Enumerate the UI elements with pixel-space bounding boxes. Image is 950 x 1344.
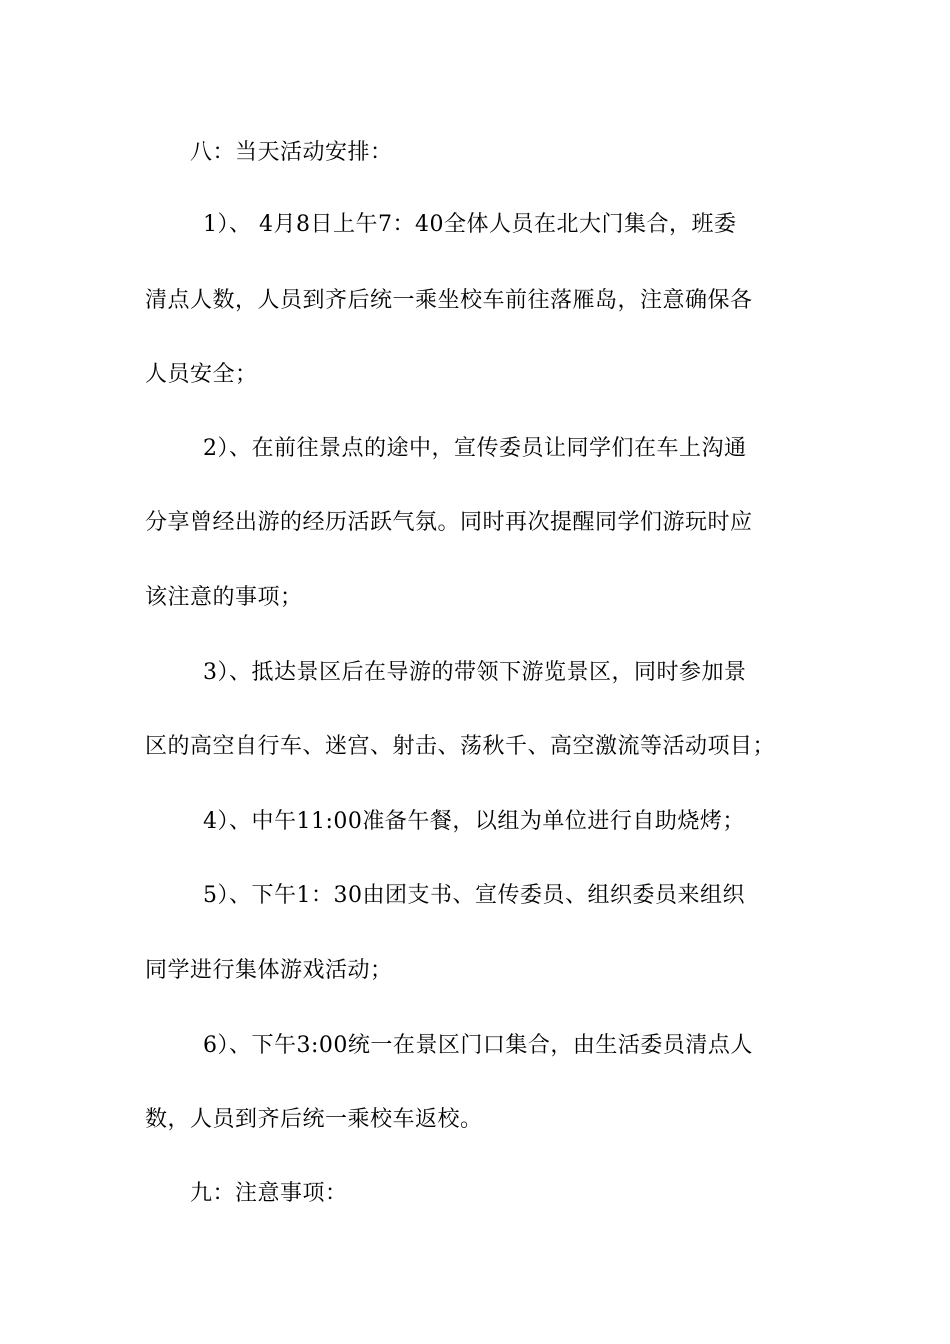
item-4-line-1: 4）、中午11:00准备午餐，以组为单位进行自助烧烤；	[203, 809, 745, 834]
item-3-line-1: 3）、抵达景区后在导游的带领下游览景区，同时参加景	[203, 660, 747, 685]
item-1-line-3: 人员安全；	[145, 362, 258, 387]
item-1-line-2: 清点人数，人员到齐后统一乘坐校车前往落雁岛，注意确保各	[145, 288, 753, 313]
item-6-line-2: 数，人员到齐后统一乘校车返校。	[145, 1107, 483, 1132]
item-5-line-1: 5）、下午1：30由团支书、宣传委员、组织委员来组织	[203, 883, 745, 908]
item-2-line-1: 2）、在前往景点的途中，宣传委员让同学们在车上沟通	[203, 436, 747, 461]
section-8-heading: 八：当天活动安排：	[190, 140, 393, 165]
item-1-line-1: 1）、 4月8日上午7：40全体人员在北大门集合，班委	[203, 212, 737, 237]
item-3-line-2: 区的高空自行车、迷宫、射击、荡秋千、高空激流等活动项目；	[145, 734, 776, 759]
item-6-line-1: 6）、下午3:00统一在景区门口集合，由生活委员清点人	[203, 1033, 753, 1058]
section-9-heading: 九：注意事项：	[190, 1181, 348, 1206]
item-2-line-2: 分享曾经出游的经历活跃气氛。同时再次提醒同学们游玩时应	[145, 510, 753, 535]
item-2-line-3: 该注意的事项；	[145, 585, 303, 610]
item-5-line-2: 同学进行集体游戏活动；	[145, 958, 393, 983]
